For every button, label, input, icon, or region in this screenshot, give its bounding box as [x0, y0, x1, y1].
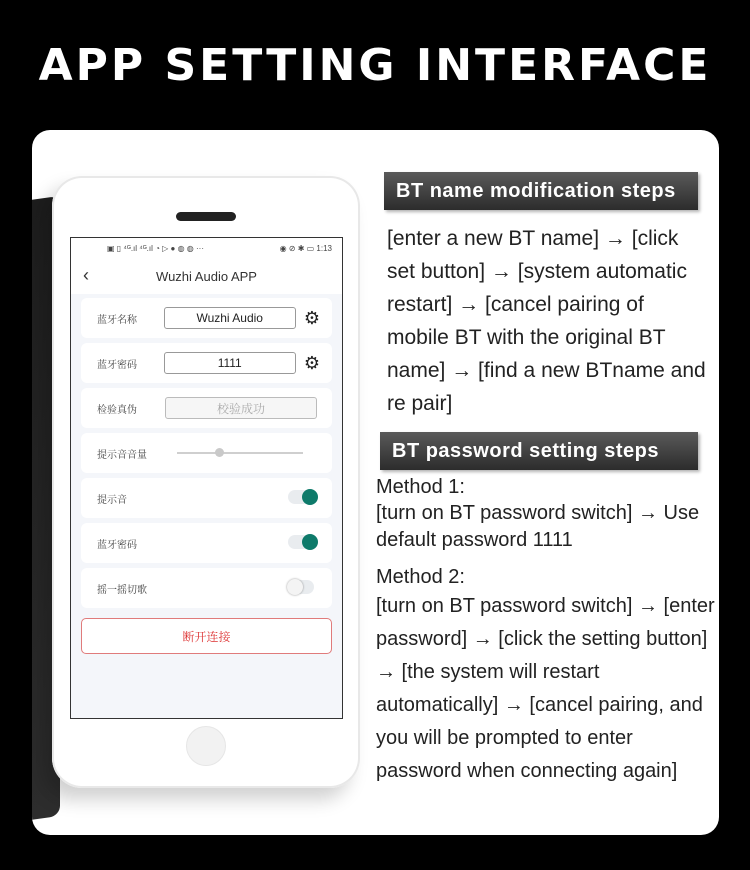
settings-list [71, 294, 342, 608]
phone-screen [70, 237, 343, 719]
setting-row-bt-password-switch [81, 523, 332, 563]
section-heading-bt-password: BT password setting steps [380, 432, 698, 470]
verify-field: 校验成功 [165, 397, 317, 419]
prompt-volume-label: 提示音音量 [97, 449, 147, 461]
section-heading-bt-name: BT name modification steps [384, 172, 698, 210]
bt-password-switch-label: 蓝牙密码 [97, 539, 137, 551]
method1-heading: Method 1: [376, 476, 465, 498]
prompt-tone-toggle[interactable] [288, 490, 314, 504]
verify-label: 检验真伪 [97, 404, 137, 416]
shake-toggle[interactable] [288, 580, 314, 594]
volume-slider-thumb[interactable] [215, 448, 224, 457]
volume-slider-track[interactable] [177, 452, 303, 454]
setting-row-bt-password [81, 343, 332, 383]
status-icons-left: ▣ ▯ ⁴ᴳ.ıl ⁴ᴳ.ıl ◔ ▷ ● ◍ ◍ ··· [107, 243, 204, 253]
phone-mockup [52, 176, 360, 788]
bt-name-input[interactable]: Wuzhi Audio [164, 307, 296, 329]
method1-text: [turn on BT password switch] → Use default password 1111 [376, 502, 700, 551]
home-button [186, 726, 226, 766]
bt-password-toggle[interactable] [288, 535, 314, 549]
content-card [32, 130, 719, 835]
bt-name-steps: [enter a new BT name] → [click set button] → [system automatic restart] → [cancel pairing of mobile BT with the original BT name] → [find a new BTname and re pair] [387, 227, 706, 415]
setting-row-bt-name [81, 298, 332, 338]
app-bar [71, 258, 342, 294]
page-title: APP SETTING INTERFACE [38, 40, 712, 91]
method2-heading: Method 2: [376, 566, 465, 588]
disconnect-button[interactable]: 断开连接 [81, 618, 332, 654]
prompt-tone-label: 提示音 [97, 494, 127, 506]
setting-row-prompt-volume [81, 433, 332, 473]
gear-icon[interactable]: ⚙ [303, 353, 320, 373]
shake-label: 摇一摇切歌 [97, 584, 147, 596]
status-bar [71, 238, 342, 258]
bt-password-input[interactable]: 1111 [164, 352, 296, 374]
gear-icon[interactable]: ⚙ [303, 308, 320, 328]
status-icons-right: ◉ ⊘ ✱ ▭ 1:13 [279, 243, 332, 253]
method2-text: [turn on BT password switch] → [enter password] → [click the setting button] → [the system will restart automatically] → [cancel pairing, and you will be prompted to enter password when connecting again] [376, 595, 715, 782]
setting-row-verify [81, 388, 332, 428]
setting-row-prompt-tone [81, 478, 332, 518]
back-chevron-icon[interactable]: ‹ [83, 265, 89, 285]
setting-row-shake [81, 568, 332, 608]
bt-name-label: 蓝牙名称 [97, 314, 137, 326]
app-title: Wuzhi Audio APP [156, 268, 257, 284]
bt-password-label: 蓝牙密码 [97, 359, 137, 371]
phone-speaker [176, 212, 236, 221]
